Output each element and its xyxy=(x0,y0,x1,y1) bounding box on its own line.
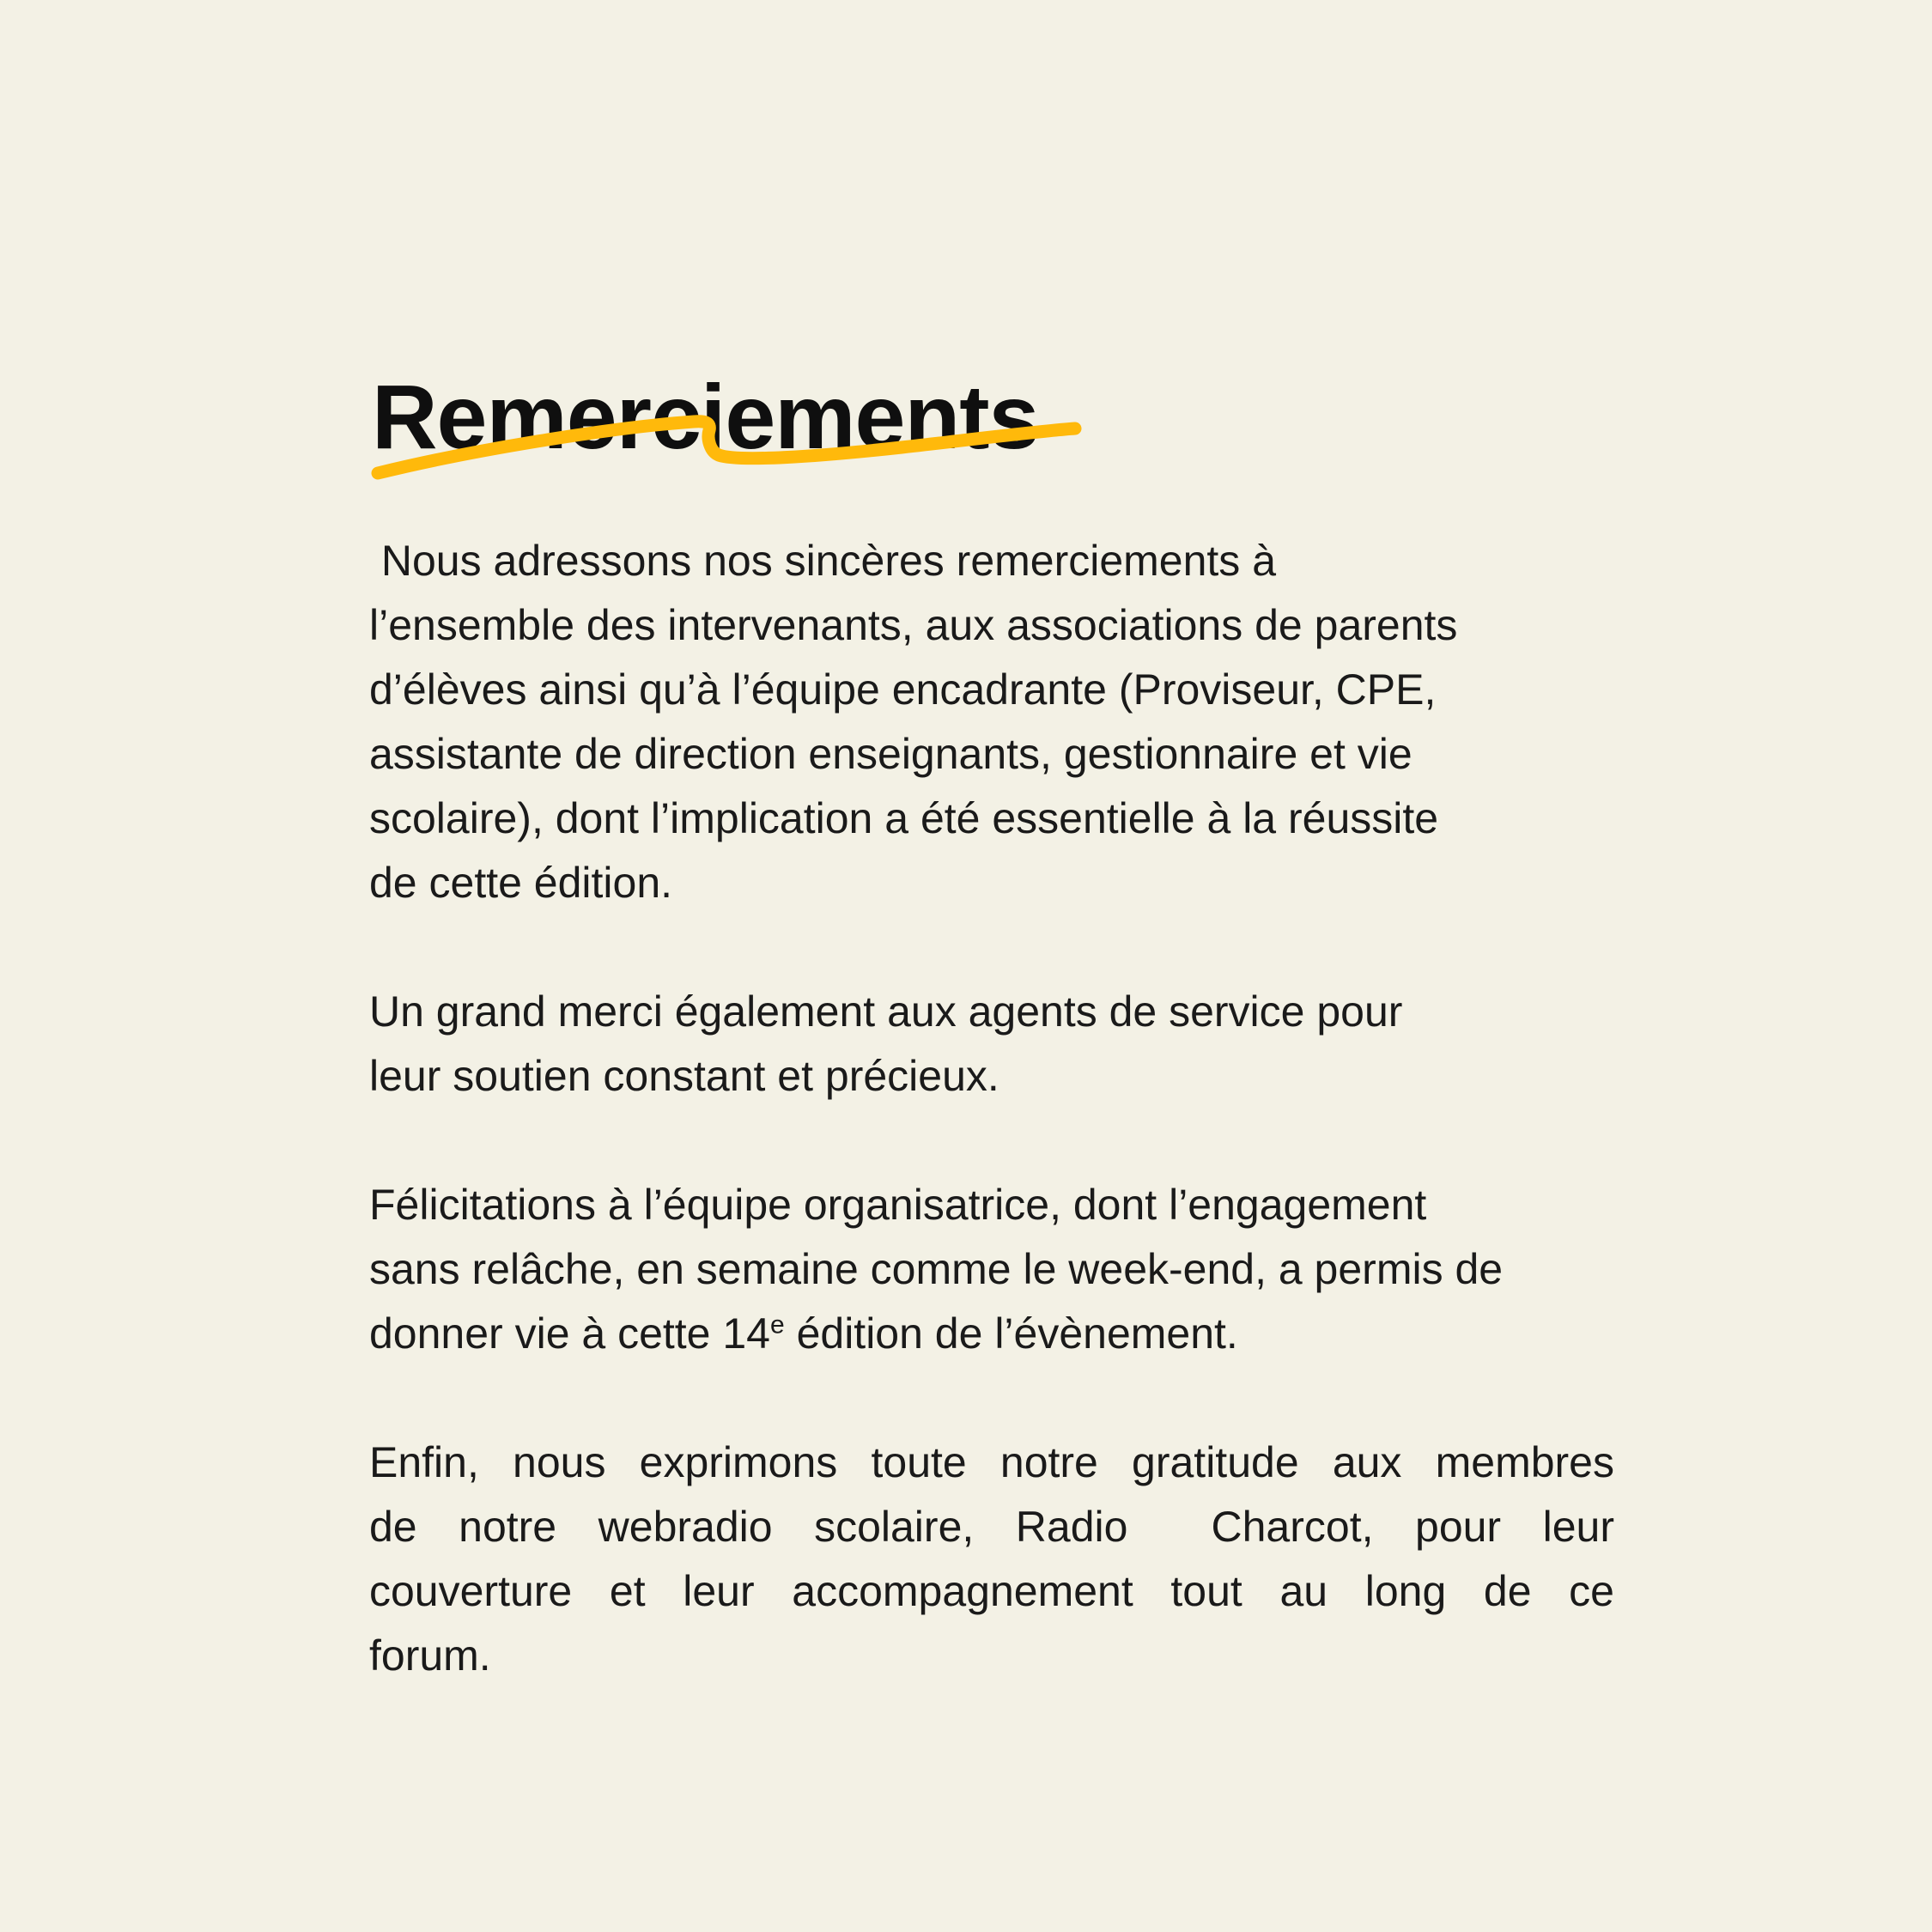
page-title: Remerciements xyxy=(372,367,1039,469)
paragraph-line: scolaire), dont l’implication a été essentielle à la réussite xyxy=(369,794,1439,842)
yellow-underline-squiggle-icon xyxy=(369,410,1091,492)
superscript-e: e xyxy=(770,1310,785,1340)
paragraph-line: l’ensemble des intervenants, aux associations de parents xyxy=(369,601,1458,649)
paragraph-line: sans relâche, en semaine comme le week-end, a permis de xyxy=(369,1245,1504,1293)
paragraph-line: Un grand merci également aux agents de service pour xyxy=(369,987,1403,1036)
paragraph-line xyxy=(369,1302,1614,1366)
thanks-paragraph-4 xyxy=(369,1431,1614,1688)
paragraph-line: leur soutien constant et précieux. xyxy=(369,1052,999,1100)
line-text-before-sup: donner vie à cette 14 xyxy=(369,1309,770,1358)
thanks-paragraph-3 xyxy=(369,1173,1614,1366)
paragraph-line: de cette édition. xyxy=(369,859,673,907)
paragraph-line: de notre webradio scolaire, Radio Charcot, pour leur xyxy=(369,1503,1614,1551)
line-text-after-sup: édition de l’évènement. xyxy=(784,1309,1238,1358)
paragraph-line: couverture et leur accompagnement tout au long de ce xyxy=(369,1567,1614,1615)
paragraph-line: Nous adressons nos sincères remerciements à xyxy=(369,537,1277,585)
thanks-paragraph-2 xyxy=(369,980,1614,1109)
paragraph-line: forum. xyxy=(369,1631,491,1680)
paragraph-line: Enfin, nous exprimons toute notre gratitude aux membres xyxy=(369,1438,1614,1486)
thanks-paragraph-1 xyxy=(369,529,1614,915)
paragraph-line: assistante de direction enseignants, gestionnaire et vie xyxy=(369,730,1413,778)
paragraph-line: Félicitations à l’équipe organisatrice, dont l’engagement xyxy=(369,1181,1427,1229)
paragraph-line: d’élèves ainsi qu’à l’équipe encadrante (Proviseur, CPE, xyxy=(369,665,1437,714)
body-text xyxy=(369,529,1614,1753)
